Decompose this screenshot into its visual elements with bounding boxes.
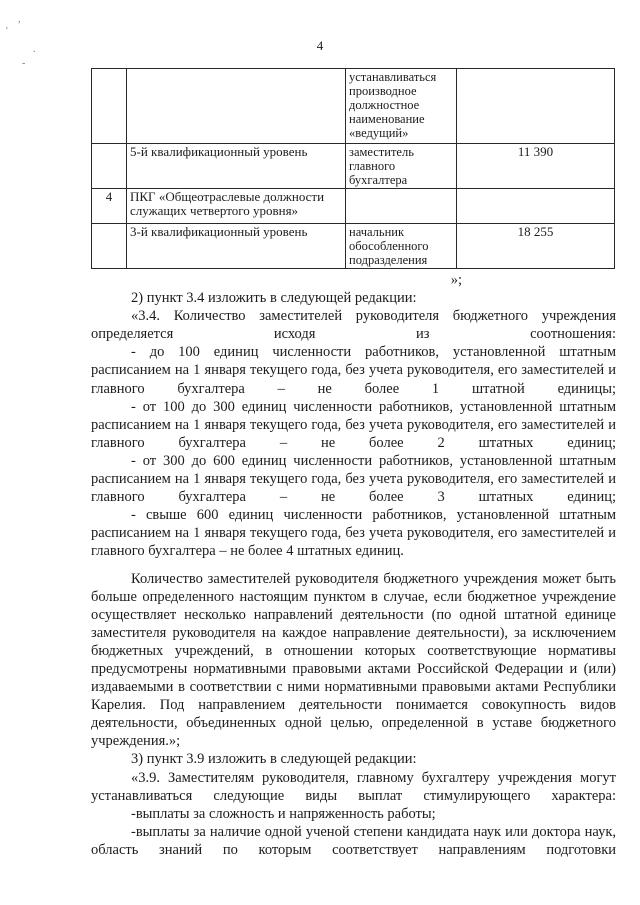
salary-value bbox=[457, 69, 615, 144]
paragraph: «3.4. Количество заместителей руководителя бюджетного учреждения определяется исходя из соотношения: bbox=[91, 308, 616, 343]
qualification-level: ПКГ «Общеотраслевые должности служащих четвертого уровня» bbox=[127, 189, 346, 224]
paragraph: -выплаты за сложность и напряженность работы; bbox=[131, 805, 436, 822]
paragraph: 3) пункт 3.9 изложить в следующей редакции: bbox=[131, 751, 417, 768]
paragraph: - до 100 единиц численности работников, установленной штатным расписанием на 1 января текущего года, без учета руководителя, его заместителей и главного бухгалтера – не более 1 штатной единицы; bbox=[91, 344, 616, 397]
paragraph: -выплаты за наличие одной ученой степени кандидата наук или доктора наук, область знаний по которым соответствует направлениям подготовки bbox=[91, 823, 616, 858]
table-row bbox=[92, 189, 615, 224]
row-number: 4 bbox=[92, 189, 127, 224]
closing-quote: »; bbox=[450, 272, 462, 288]
scan-speck: , bbox=[18, 14, 21, 25]
page-number: 4 bbox=[316, 38, 324, 53]
paragraph: Количество заместителей руководителя бюджетного учреждения может быть больше определенного настоящим пунктом в случае, если бюджетное учреждение осуществляет несколько направлений деятельности (по одной штатной единице заместителя руководителя на каждое направление деятельности), за исключением бюджетных учреждений, в отношении которых соответствующие нормативы предусмотрены нормативными правовыми актами Российской Федерации и (или) издаваемыми в соответствии с ними нормативными правовыми актами Республики Карелия. Под направлением деятельности понимается совокупность видов деятельности, объединенных одной целью, определенной в уставе бюджетного учреждения.»; bbox=[91, 570, 616, 750]
qualification-level: 5-й квалификационный уровень bbox=[127, 144, 346, 189]
row-number bbox=[92, 69, 127, 144]
scan-speck: ' bbox=[6, 26, 8, 37]
salary-table bbox=[91, 68, 615, 269]
salary-value: 11 390 bbox=[457, 144, 615, 189]
qualification-level: 3-й квалификационный уровень bbox=[127, 224, 346, 269]
paragraph: - от 300 до 600 единиц численности работников, установленной штатным расписанием на 1 января текущего года, без учета руководителя, его заместителей и главного бухгалтера – не более 3 штатных единиц; bbox=[91, 452, 616, 506]
paragraph: - свыше 600 единиц численности работников, установленной штатным расписанием на 1 января текущего года, без учета руководителя, его заместителей и главного бухгалтера – не более 4 штатных единиц. bbox=[91, 507, 616, 560]
document-body bbox=[91, 271, 616, 859]
row-number bbox=[92, 224, 127, 269]
table-row bbox=[92, 144, 615, 189]
scan-speck: - bbox=[22, 58, 26, 69]
salary-value: 18 255 bbox=[457, 224, 615, 269]
row-number bbox=[92, 144, 127, 189]
paragraph: 2) пункт 3.4 изложить в следующей редакции: bbox=[131, 290, 417, 307]
salary-value bbox=[457, 189, 615, 224]
qualification-level bbox=[127, 69, 346, 144]
position-name: устанавливаться производное должностное наименование «ведущий» bbox=[346, 69, 457, 144]
position-name: начальник обособленного подразделения bbox=[346, 224, 457, 269]
position-name bbox=[346, 189, 457, 224]
paragraph: - от 100 до 300 единиц численности работников, установленной штатным расписанием на 1 января текущего года, без учета руководителя, его заместителей и главного бухгалтера – не более 2 штатных единиц; bbox=[91, 398, 616, 451]
table-row bbox=[92, 69, 615, 144]
paragraph: «3.9. Заместителям руководителя, главному бухгалтеру учреждения могут устанавливаться следующие виды выплат стимулирующего характера: bbox=[91, 769, 616, 804]
scan-speck: . bbox=[33, 44, 36, 55]
position-name: заместитель главного бухгалтера bbox=[346, 144, 457, 189]
table-row bbox=[92, 224, 615, 269]
